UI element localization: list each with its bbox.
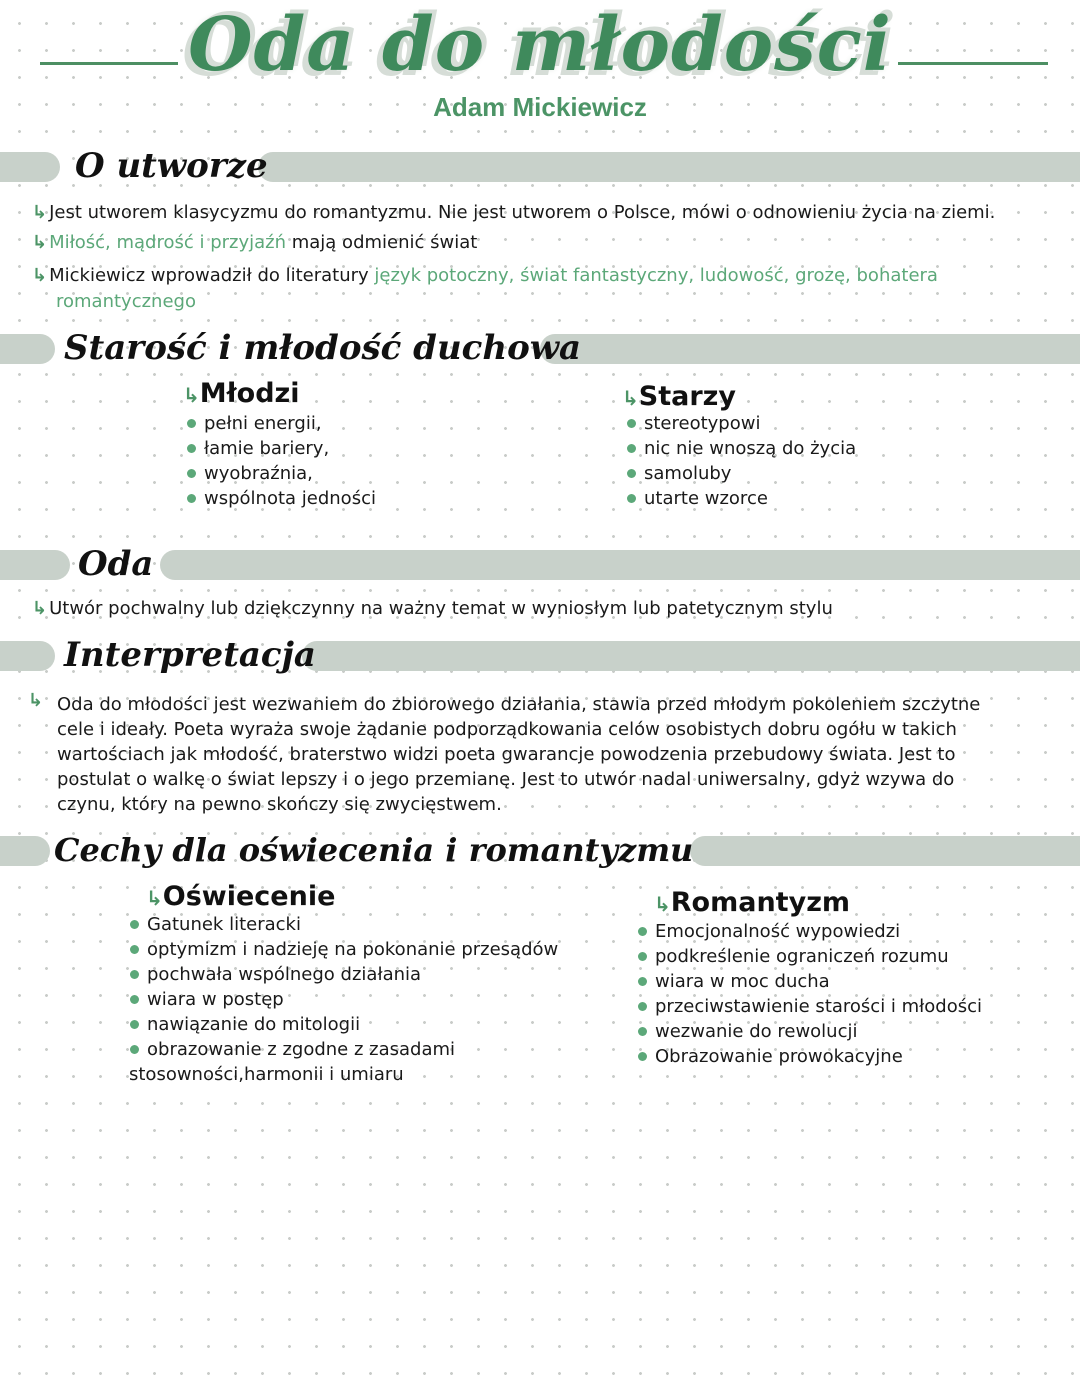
list-item: przeciwstawienie starości i młodości: [637, 994, 982, 1019]
subheading-mlodzi: ↳Młodzi: [183, 378, 300, 409]
heading-cechy: Cechy dla oświecenia i romantyzmu: [54, 831, 694, 869]
arrow-icon: ↳: [28, 690, 44, 711]
arrow-icon: ↳: [32, 232, 48, 253]
heading-interpretacja: Interpretacja: [64, 635, 316, 675]
list-item: utarte wzorce: [626, 486, 856, 511]
arrow-icon: ↳: [622, 386, 639, 410]
arrow-icon: ↳: [32, 598, 48, 619]
section-band-left: [0, 836, 50, 866]
section-band-left: [0, 334, 55, 364]
o-utworze-item-3: ↳ Mickiewicz wprowadził do literatury język potoczny, świat fantastyczny, ludowość, grozę, bohatera: [32, 265, 938, 286]
list-mlodzi: [186, 411, 376, 511]
list-item: wyobraźnia,: [186, 461, 376, 486]
section-band-right: [540, 334, 1080, 364]
list-item: wiara w postęp: [129, 987, 558, 1012]
heading-starosc: Starość i młodość duchowa: [64, 328, 582, 368]
arrow-icon: ↳: [32, 202, 48, 223]
interpretacja-paragraph: Oda do młodości jest wezwaniem do zbiorowego działania, stawia przed młodym pokoleniem szczytne cele i ideały. Poeta wyraża swoje żądanie podporządkowania celów osobistych dobru ogółu w takich wartościach jak młodość, braterstwo widzi poeta gwarancje powodzenia przebudowy świata. Jest to postulat o walkę o świat lepszy i o jego przemianę. Jest to utwór nadal uniwersalny, gdyż wzywa do czynu, który na pewno skończy się zwycięstwem.: [57, 694, 981, 815]
o-utworze-item-3-cont: romantycznego: [56, 291, 196, 312]
list-item: Gatunek literacki: [129, 912, 558, 937]
oda-definition: ↳ Utwór pochwalny lub dziękczynny na ważny temat w wyniosłym lub patetycznym stylu: [32, 598, 833, 619]
list-oswiecenie: [129, 912, 558, 1087]
section-band-left: [0, 152, 60, 182]
section-band-right: [160, 550, 1080, 580]
list-item: łamie bariery,: [186, 436, 376, 461]
section-band-left: [0, 641, 55, 671]
heading-oda: Oda: [78, 544, 154, 584]
o-utworze-item-2: ↳ Miłość, mądrość i przyjaźń mają odmienić świat: [32, 232, 478, 253]
list-item: wezwanie do rewolucji: [637, 1019, 982, 1044]
list-item: Obrazowanie prowokacyjne: [637, 1044, 982, 1069]
o-utworze-item-1: ↳ Jest utworem klasycyzmu do romantyzmu. Nie jest utworem o Polsce, mówi o odnowieniu życia na ziemi.: [32, 202, 996, 223]
list-item: stereotypowi: [626, 411, 856, 436]
arrow-icon: ↳: [32, 265, 48, 286]
list-item: wspólnota jedności: [186, 486, 376, 511]
list-romantyzm: [637, 919, 982, 1069]
heading-o-utworze: O utworze: [75, 146, 268, 186]
arrow-icon: ↳: [654, 892, 671, 916]
list-item: optymizm i nadzieję na pokonanie przesądów: [129, 937, 558, 962]
arrow-icon: ↳: [183, 383, 200, 407]
subheading-romantyzm: ↳Romantyzm: [654, 887, 851, 918]
list-item: nawiązanie do mitologii: [129, 1012, 558, 1037]
section-band-right: [690, 836, 1080, 866]
list-item: samoluby: [626, 461, 856, 486]
list-item: podkreślenie ograniczeń rozumu: [637, 944, 982, 969]
section-band-right: [258, 152, 1080, 182]
list-item: wiara w moc ducha: [637, 969, 982, 994]
subheading-oswiecenie: ↳Oświecenie: [146, 881, 336, 912]
page-title: Oda do młodości: [188, 2, 892, 88]
arrow-icon: ↳: [146, 886, 163, 910]
author: Adam Mickiewicz: [433, 92, 647, 122]
list-item: pełni energii,: [186, 411, 376, 436]
list-item: nic nie wnoszą do życia: [626, 436, 856, 461]
list-item: Emocjonalność wypowiedzi: [637, 919, 982, 944]
list-item: pochwała wspólnego działania: [129, 962, 558, 987]
section-band-left: [0, 550, 70, 580]
subheading-starzy: ↳Starzy: [622, 381, 736, 412]
list-item: obrazowanie z zgodne z zasadami stosowności,harmonii i umiaru: [129, 1037, 558, 1087]
section-band-right: [302, 641, 1080, 671]
list-starzy: [626, 411, 856, 511]
